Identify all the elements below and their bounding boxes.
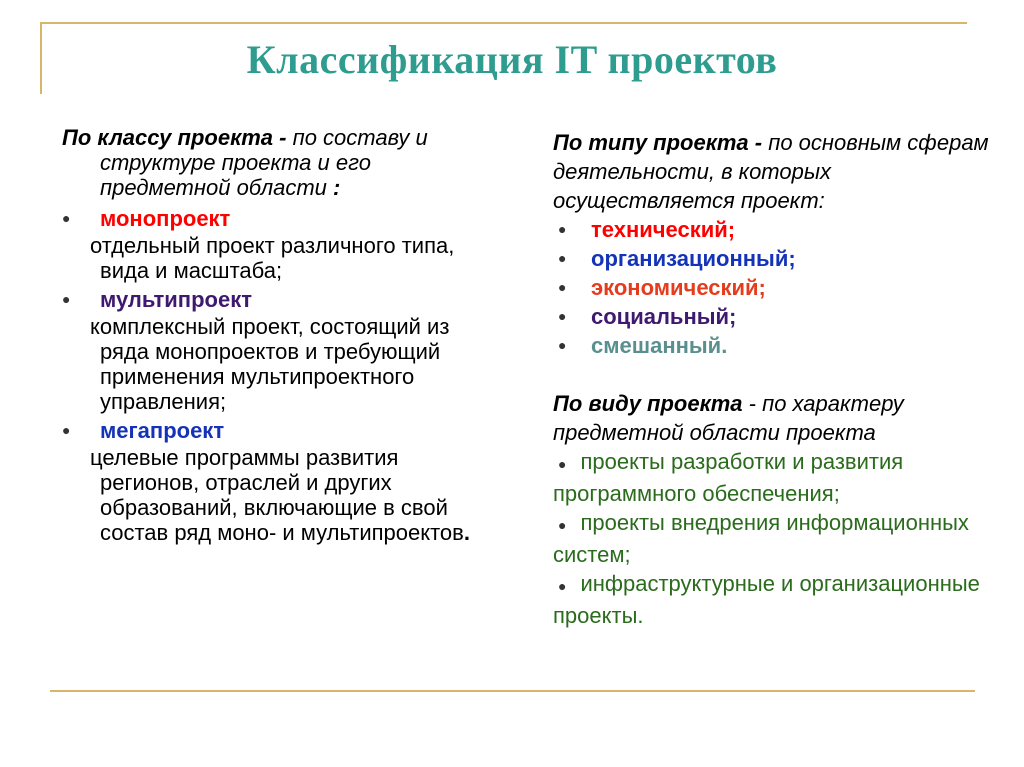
bottom-rule: [50, 690, 975, 692]
item-desc-megaproject: [62, 445, 482, 545]
bullet-icon: ●: [62, 291, 71, 307]
list-item: [553, 331, 993, 360]
bullet-icon: ●: [558, 337, 567, 353]
item-label-megaproject: мегапроект: [100, 418, 225, 443]
type-item-organizational: организационный;: [591, 246, 796, 271]
bullet-icon: ●: [558, 578, 567, 594]
bullet-icon: ●: [558, 308, 567, 324]
list-item: [553, 447, 993, 508]
kind-item-development: проекты разработки и развития программного обеспечения;: [553, 449, 904, 506]
class-heading-bold: По классу проекта -: [62, 125, 287, 150]
bullet-icon: ●: [558, 250, 567, 266]
right-column: [553, 128, 993, 630]
item-label-monoproject: монопроект: [100, 206, 231, 231]
kind-item-implementation: проекты внедрения информационных систем;: [553, 510, 969, 567]
bullet-icon: ●: [62, 422, 71, 438]
type-item-economic: экономический;: [591, 275, 766, 300]
kind-heading-bold: По виду проекта: [553, 391, 743, 416]
list-item: [553, 569, 993, 630]
class-heading-colon: :: [326, 175, 341, 200]
top-rule: [40, 22, 967, 24]
bullet-icon: ●: [62, 210, 71, 226]
kind-heading-rest: - по характеру предметной области проекта: [553, 391, 904, 445]
item-desc-megaproject-text: целевые программы развития регионов, отраслей и других образований, включающие в свой состав ряд моно- и мультипроектов: [90, 445, 464, 545]
item-desc-megaproject-tail: .: [463, 520, 470, 545]
list-item: [553, 508, 993, 569]
list-item: [62, 206, 482, 231]
slide-title: Классификация IT проектов: [246, 37, 778, 82]
class-heading: [62, 125, 482, 200]
type-heading-bold: По типу проекта -: [553, 130, 763, 155]
item-desc-multiproject: комплексный проект, состоящий из ряда монопроектов и требующий применения мультипроектного управления;: [90, 314, 450, 414]
kind-item-infrastructure: инфраструктурные и организационные проекты.: [553, 571, 980, 628]
bullet-icon: ●: [558, 279, 567, 295]
item-label-multiproject: мультипроект: [100, 287, 252, 312]
list-item: [62, 287, 482, 312]
item-desc-monoproject: отдельный проект различного типа, вида и масштаба;: [90, 233, 455, 283]
type-item-social: социальный;: [591, 304, 737, 329]
list-item: [553, 273, 993, 302]
left-column: [62, 125, 482, 549]
kind-heading: [553, 389, 993, 447]
list-item: [553, 244, 993, 273]
type-item-mixed: смешанный.: [591, 333, 728, 358]
list-item: [62, 418, 482, 443]
list-item: [553, 215, 993, 244]
bullet-icon: ●: [558, 221, 567, 237]
class-heading-rest: по составу и структуре проекта и его предметной области: [100, 125, 428, 200]
type-item-technical: технический;: [591, 217, 736, 242]
type-heading: [553, 128, 993, 215]
type-heading-rest: по основным сферам деятельности, в которых осуществляется проект:: [553, 130, 989, 213]
bullet-icon: ●: [558, 517, 567, 533]
list-item: [553, 302, 993, 331]
bullet-icon: ●: [558, 456, 567, 472]
